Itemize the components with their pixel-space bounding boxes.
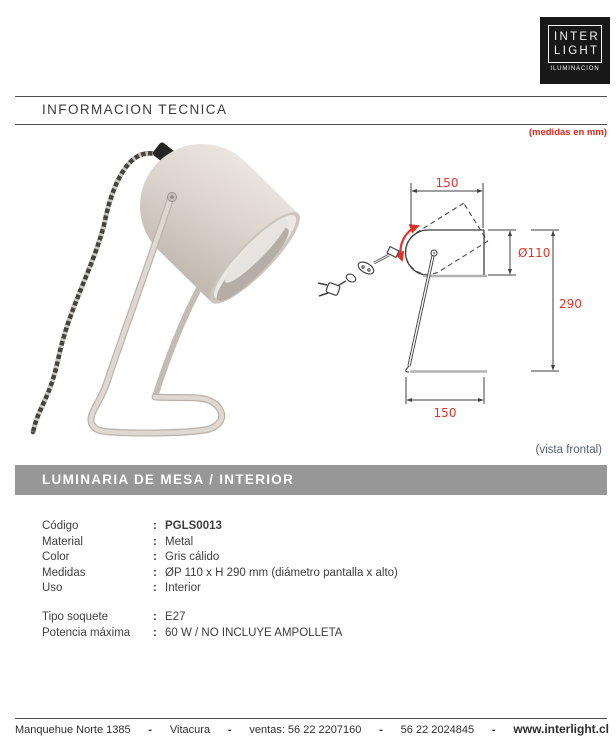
spec-row-potencia xyxy=(42,626,398,642)
logo-frame xyxy=(548,25,602,63)
footer-district: Vitacura xyxy=(169,724,211,736)
footer-phone2: 56 22 2024845 xyxy=(400,724,475,736)
spec-row-soquete xyxy=(42,610,398,626)
spec-row-codigo xyxy=(42,519,398,535)
footer-address: Manquehue Norte 1385 xyxy=(15,724,131,736)
spec-label: Uso xyxy=(42,582,63,595)
dim-label-height: 290 xyxy=(559,297,582,311)
spec-row-material xyxy=(42,535,398,551)
spec-value-soquete: E27 xyxy=(165,610,186,623)
spec-label: Color xyxy=(42,551,70,564)
spec-colon: : xyxy=(153,626,157,639)
brand-logo xyxy=(540,17,610,84)
spec-colon: : xyxy=(153,520,157,532)
spec-group-gap xyxy=(42,597,398,610)
rotation-arrow xyxy=(401,226,418,260)
spec-label: Material xyxy=(42,535,83,548)
header-rule-bottom xyxy=(15,124,607,125)
drawing-caption: (vista frontal) xyxy=(535,444,602,456)
footer-separator: - xyxy=(148,724,153,736)
spec-colon: : xyxy=(153,566,157,579)
technical-drawing xyxy=(310,170,610,420)
spec-row-color xyxy=(42,550,398,566)
spec-label: Potencia máxima xyxy=(42,626,131,639)
section-title: INFORMACION TECNICA xyxy=(42,102,228,117)
spec-value-potencia: 60 W / NO INCLUYE AMPOLLETA xyxy=(165,626,343,639)
spec-value-medidas: ØP 110 x H 290 mm (diámetro pantalla x alto) xyxy=(165,566,398,579)
footer-website[interactable]: www.interlight.cl xyxy=(513,722,609,736)
spec-colon: : xyxy=(153,582,157,595)
spec-label: Tipo soquete xyxy=(42,610,109,623)
footer-phone1: ventas: 56 22 2207160 xyxy=(249,724,362,736)
spec-colon: : xyxy=(153,551,157,564)
spec-label: Código xyxy=(42,520,79,532)
pivot-screw xyxy=(168,193,177,202)
product-photo xyxy=(20,140,310,470)
logo-tagline: ILUMINACION xyxy=(550,66,600,72)
head-outline xyxy=(406,230,488,276)
units-note: (medidas en mm) xyxy=(528,127,607,138)
drawing-stand xyxy=(406,250,487,372)
footer-separator: - xyxy=(227,724,232,736)
drawing-cord-plug xyxy=(318,247,399,296)
footer-separator: - xyxy=(491,724,496,736)
spec-table xyxy=(42,519,398,641)
logo-word-inter: INTER xyxy=(554,31,600,43)
logo-word-light: LIGHT xyxy=(554,44,600,57)
dim-label-top-width: 150 xyxy=(435,176,459,190)
category-banner: LUMINARIA DE MESA / INTERIOR xyxy=(15,465,607,495)
spec-value-codigo: PGLS0013 xyxy=(165,520,222,532)
spec-row-uso xyxy=(42,581,398,597)
footer-separator: - xyxy=(379,724,383,736)
footer-rule xyxy=(15,718,607,719)
header-rule-top xyxy=(15,96,607,97)
lamp-shade xyxy=(114,140,310,314)
spec-row-medidas xyxy=(42,566,398,582)
spec-value-color: Gris cálido xyxy=(165,551,220,564)
footer xyxy=(15,722,609,736)
spec-value-material: Metal xyxy=(165,535,194,548)
spec-colon: : xyxy=(153,535,157,548)
dim-label-base-width: 150 xyxy=(433,406,457,420)
dimension-base-width xyxy=(406,377,484,420)
dimension-shade-diameter xyxy=(488,230,550,275)
dimension-top-width xyxy=(411,176,483,228)
spec-value-uso: Interior xyxy=(165,582,201,595)
dim-label-diameter: Ø110 xyxy=(518,246,551,260)
spec-label: Medidas xyxy=(42,566,86,579)
spec-colon: : xyxy=(153,610,157,623)
